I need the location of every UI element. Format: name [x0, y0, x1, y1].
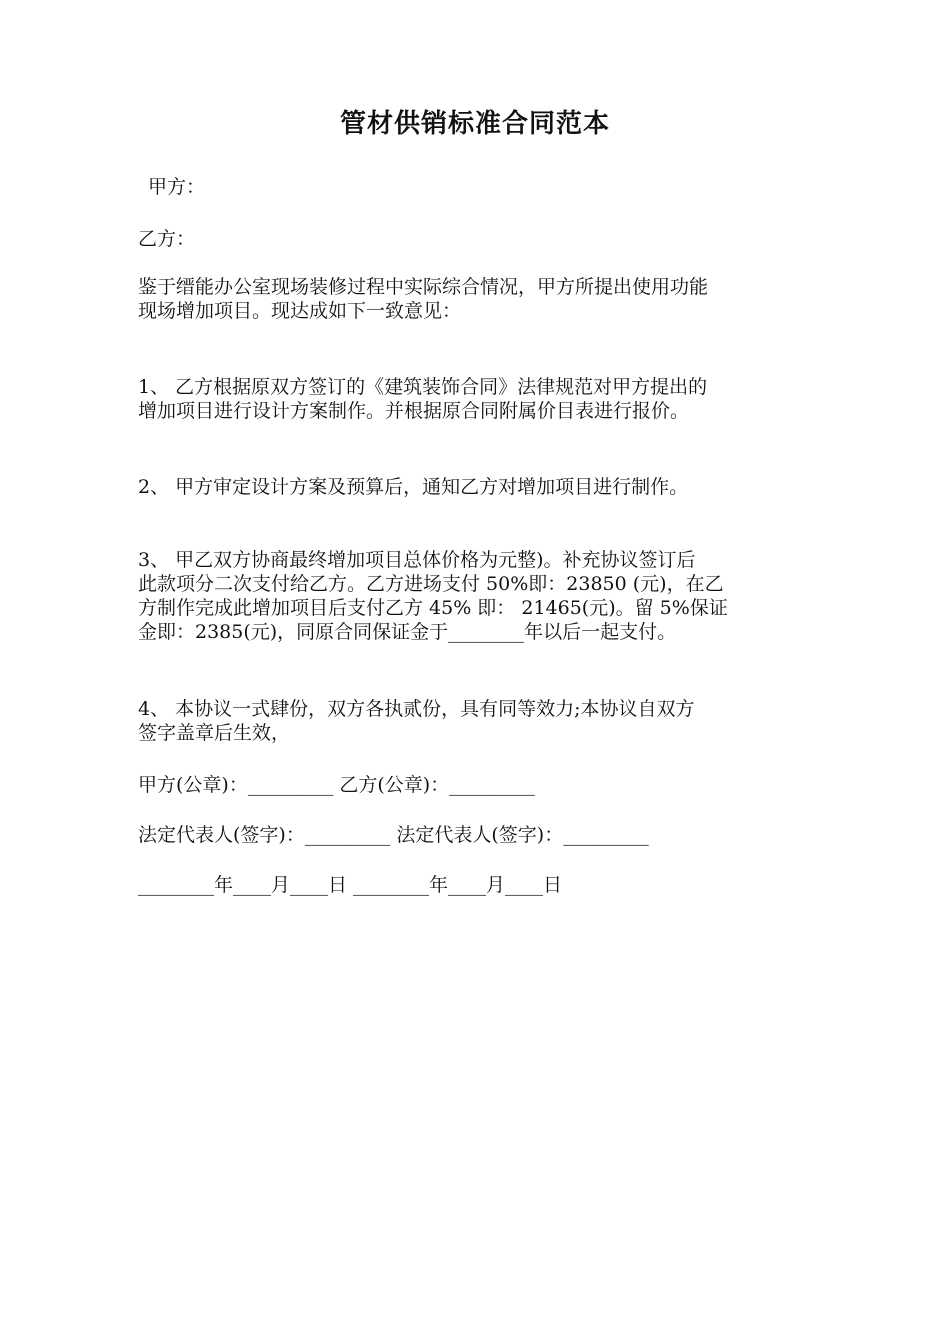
clause-1-line: 增加项目进行设计方案制作。并根据原合同附属价目表进行报价。 — [138, 400, 690, 422]
clause-1-line: 1、 乙方根据原双方签订的《建筑装饰合同》法律规范对甲方提出的 — [138, 376, 708, 398]
date-line: ________年____月____日 ________年____月____日 — [138, 874, 563, 896]
clause-4-line: 4、 本协议一式肆份，双方各执贰份，具有同等效力;本协议自双方 — [138, 698, 695, 720]
intro-line: 现场增加项目。现达成如下一致意见： — [138, 300, 462, 322]
party-a-label: 甲方： — [148, 176, 206, 198]
clause-3-line: 金即：2385(元)，同原合同保证金于________年以后一起支付。 — [138, 621, 677, 643]
clause-4 — [138, 697, 818, 745]
clause-2 — [138, 475, 818, 499]
document-title: 管材供销标准合同范本 — [339, 109, 610, 139]
clause-2-line: 2、 甲方审定设计方案及预算后，通知乙方对增加项目进行制作。 — [138, 476, 689, 498]
clause-3 — [138, 548, 818, 644]
clause-1 — [138, 375, 818, 423]
clause-3-line: 方制作完成此增加项目后支付乙方 45% 即： 21465(元)。留 5%保证 — [138, 597, 728, 619]
party-b-label: 乙方： — [138, 228, 196, 250]
clause-3-line: 此款项分二次支付给乙方。乙方进场支付 50%即：23850 (元)，在乙 — [138, 573, 724, 595]
clause-4-line: 签字盖章后生效， — [138, 722, 291, 744]
seal-line: 甲方(公章)：_________ 乙方(公章)：_________ — [138, 774, 535, 796]
representative-signature-line: 法定代表人(签字)：_________ 法定代表人(签字)：_________ — [138, 824, 649, 846]
clause-3-line: 3、 甲乙双方协商最终增加项目总体价格为元整)。补充协议签订后 — [138, 549, 696, 571]
intro-paragraph — [138, 275, 818, 323]
intro-line: 鉴于缙能办公室现场装修过程中实际综合情况，甲方所提出使用功能 — [138, 276, 709, 298]
